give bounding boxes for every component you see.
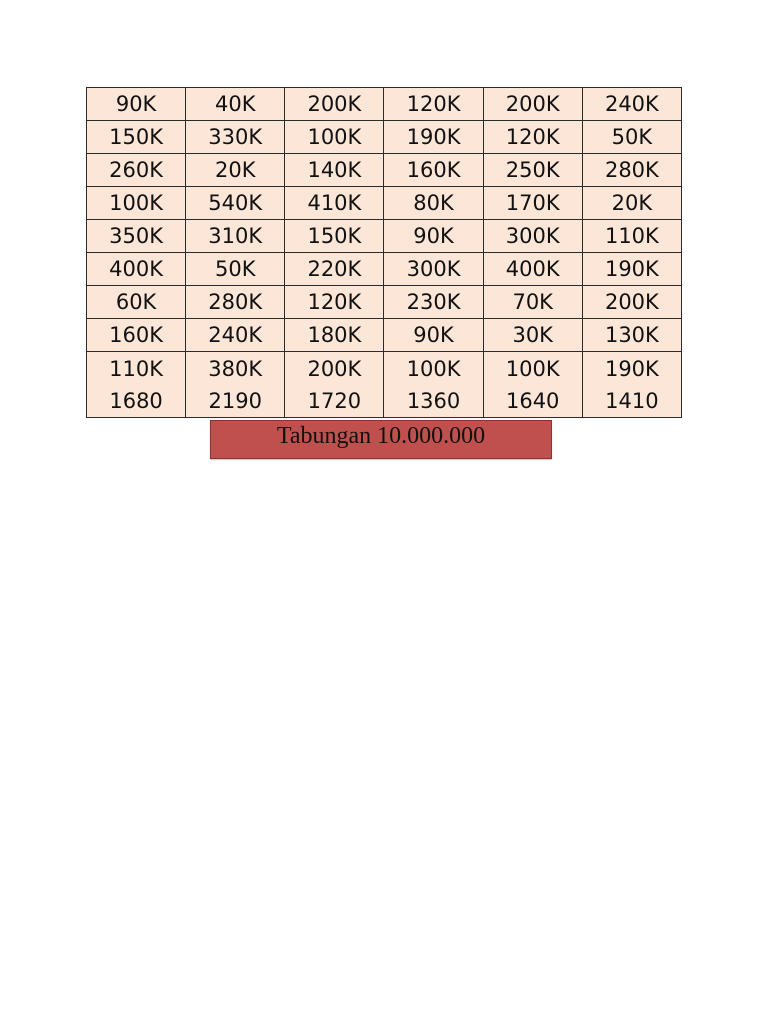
- grid-row-with-totals: [87, 352, 682, 418]
- grid-cell: 240K: [582, 88, 681, 121]
- grid-cell-amount: 190K: [604, 356, 659, 381]
- grid-cell: 310K: [186, 220, 285, 253]
- grid-cell: 130K: [582, 319, 681, 352]
- grid-cell: 280K: [582, 154, 681, 187]
- grid-cell: 350K: [87, 220, 186, 253]
- column-total: 1720: [307, 388, 362, 413]
- grid-cell: 20K: [582, 187, 681, 220]
- grid-cell: 540K: [186, 187, 285, 220]
- column-total: 1360: [406, 388, 461, 413]
- grid-cell: 100K: [87, 187, 186, 220]
- column-total: 1410: [605, 388, 659, 413]
- grid-cell: 120K: [285, 286, 384, 319]
- column-total: 1680: [109, 388, 163, 413]
- grid-cell: 30K: [483, 319, 582, 352]
- savings-grid-body: [87, 88, 682, 418]
- grid-cell: 280K: [186, 286, 285, 319]
- grid-cell: 160K: [87, 319, 186, 352]
- grid-cell: 200K: [582, 286, 681, 319]
- grid-cell: 200K: [285, 88, 384, 121]
- grid-cell: 220K: [285, 253, 384, 286]
- grid-cell: 80K: [384, 187, 483, 220]
- grid-cell: 160K: [384, 154, 483, 187]
- grid-cell: 90K: [384, 319, 483, 352]
- column-total: 1640: [505, 388, 560, 413]
- grid-cell: 90K: [87, 88, 186, 121]
- grid-cell: 300K: [384, 253, 483, 286]
- grid-cell: 110K: [582, 220, 681, 253]
- grid-cell: 90K: [384, 220, 483, 253]
- grid-cell: 70K: [483, 286, 582, 319]
- savings-grid: [86, 87, 682, 418]
- grid-cell: 170K: [483, 187, 582, 220]
- grid-cell: 200K: [483, 88, 582, 121]
- grid-cell: 400K: [483, 253, 582, 286]
- grid-cell-amount: 100K: [505, 356, 560, 381]
- grid-row: [87, 286, 682, 319]
- grid-cell-with-total: [582, 352, 681, 418]
- grid-row: [87, 187, 682, 220]
- grid-cell: 240K: [186, 319, 285, 352]
- grid-cell-with-total: [186, 352, 285, 418]
- grid-cell: 150K: [285, 220, 384, 253]
- grid-cell: 50K: [582, 121, 681, 154]
- grid-cell: 100K: [285, 121, 384, 154]
- grid-cell: 300K: [483, 220, 582, 253]
- grid-cell-with-total: [483, 352, 582, 418]
- grid-cell: 50K: [186, 253, 285, 286]
- grid-cell: 180K: [285, 319, 384, 352]
- savings-target-banner: Tabungan 10.000.000: [210, 420, 552, 459]
- grid-cell-amount: 200K: [307, 356, 362, 381]
- grid-cell: 120K: [384, 88, 483, 121]
- grid-row: [87, 220, 682, 253]
- grid-row: [87, 154, 682, 187]
- column-total: 2190: [208, 388, 262, 413]
- grid-row: [87, 319, 682, 352]
- grid-cell-amount: 100K: [406, 356, 461, 381]
- grid-row: [87, 253, 682, 286]
- grid-cell: 330K: [186, 121, 285, 154]
- grid-cell: 410K: [285, 187, 384, 220]
- grid-cell: 260K: [87, 154, 186, 187]
- grid-cell: 140K: [285, 154, 384, 187]
- grid-cell: 150K: [87, 121, 186, 154]
- grid-cell-amount: 380K: [208, 356, 263, 381]
- grid-cell: 190K: [384, 121, 483, 154]
- grid-cell: 60K: [87, 286, 186, 319]
- grid-cell-amount: 110K: [109, 356, 163, 381]
- grid-row: [87, 121, 682, 154]
- grid-cell: 120K: [483, 121, 582, 154]
- grid-cell: 230K: [384, 286, 483, 319]
- grid-cell-with-total: [285, 352, 384, 418]
- grid-cell: 20K: [186, 154, 285, 187]
- grid-row: [87, 88, 682, 121]
- grid-cell: 250K: [483, 154, 582, 187]
- grid-cell: 40K: [186, 88, 285, 121]
- grid-cell-with-total: [384, 352, 483, 418]
- grid-cell: 190K: [582, 253, 681, 286]
- grid-cell: 400K: [87, 253, 186, 286]
- grid-cell-with-total: [87, 352, 186, 418]
